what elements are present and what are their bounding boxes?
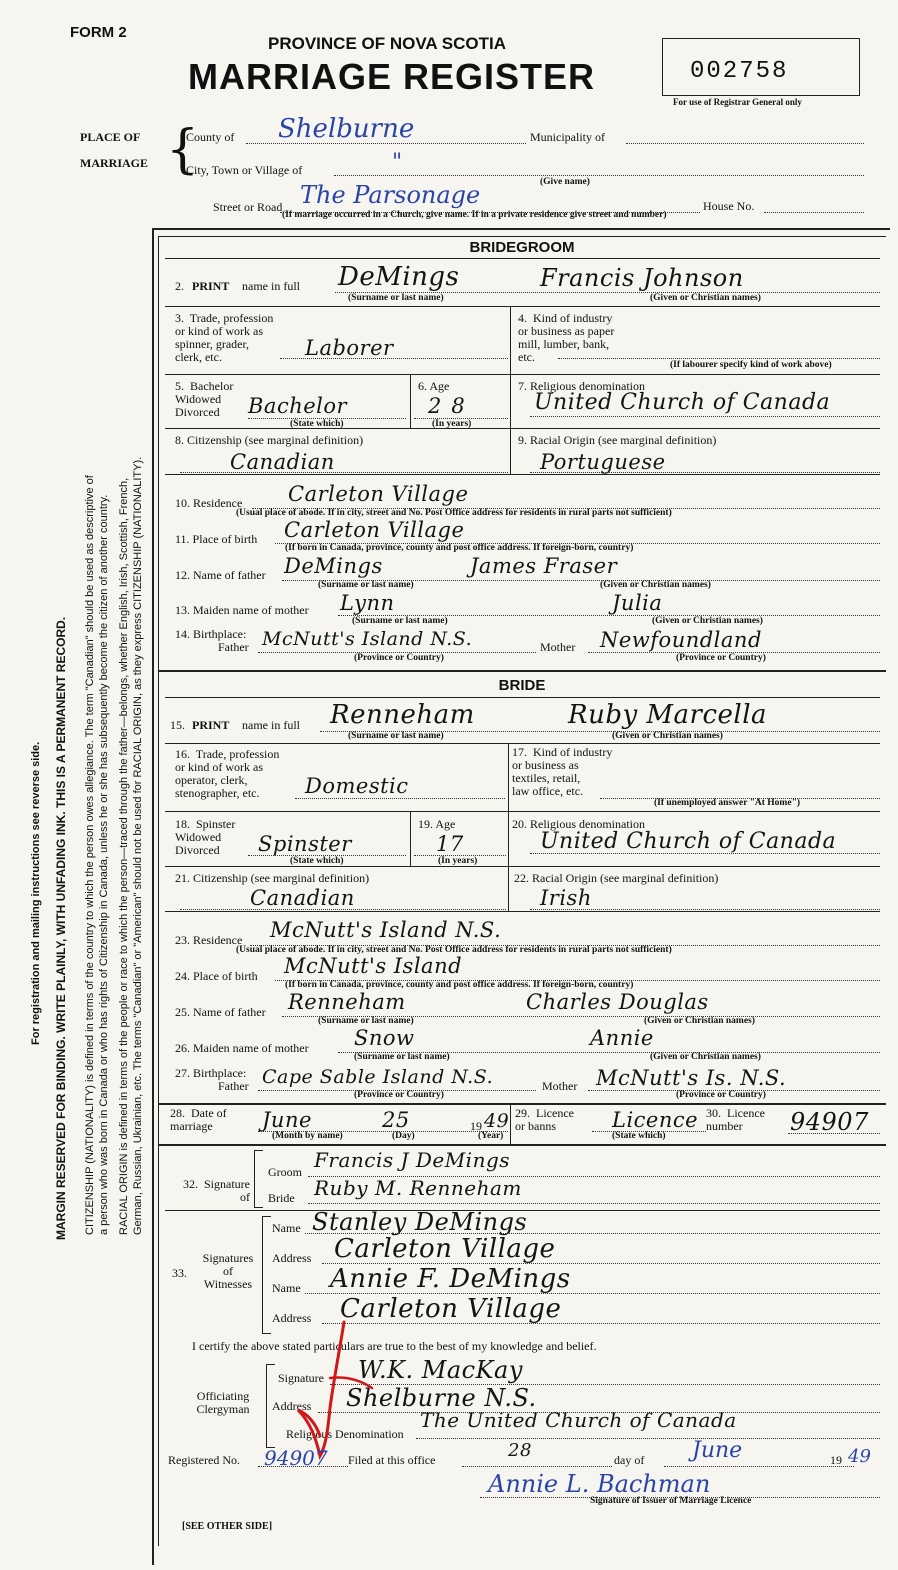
f14-mother: Mother — [540, 640, 576, 654]
f10-label: 10. Residence — [175, 496, 243, 510]
f24-label: 24. Place of birth — [175, 969, 258, 983]
f11-label: 11. Place of birth — [175, 532, 258, 546]
f4-note: (If labourer specify kind of work above) — [670, 360, 832, 370]
groom-age: 28 — [428, 394, 475, 418]
bride-f26-note2: (Given or Christian names) — [650, 1052, 761, 1062]
bride-prov-note-2: (Province or Country) — [676, 1090, 766, 1100]
issuer-signature[interactable]: Annie L. Bachman — [488, 1470, 711, 1498]
groom-father-given: James Fraser — [470, 554, 618, 578]
red-checkmark — [290, 1318, 380, 1460]
bride-age: 17 — [436, 832, 464, 856]
f15-print: PRINT — [192, 718, 230, 732]
day-of-label: day of — [614, 1453, 645, 1467]
f25-label: 25. Name of father — [175, 1005, 266, 1019]
bride-status: Spinster — [258, 832, 352, 856]
f3-label: 3. Trade, profession or kind of work as spinner, grader, clerk, etc. — [175, 311, 274, 364]
groom-religion: United Church of Canada — [534, 390, 831, 415]
f8-label: 8. Citizenship (see marginal definition) — [175, 433, 364, 447]
form-number: FORM 2 — [70, 24, 127, 41]
f14-label: 14. Birthplace: — [175, 627, 247, 641]
street-value: The Parsonage — [300, 181, 481, 209]
bride-birth-note: (If born in Canada, province, county and post office address. If foreign-born, country) — [285, 980, 634, 990]
clergy-label: Officiating Clergyman — [196, 1389, 250, 1416]
f5-label: 5. Bachelor Widowed Divorced — [175, 379, 234, 419]
f2-num: 2. — [175, 279, 184, 293]
side-text-line-2: MARGIN RESERVED FOR BINDING. WRITE PLAINLY, WITH UNFADING INK. THIS IS A PERMANENT RECORD. — [54, 616, 68, 1240]
municipality-label: Municipality of — [530, 130, 605, 144]
marriage-day: 25 — [382, 1108, 410, 1132]
f27-label: 27. Birthplace: — [175, 1066, 247, 1080]
county-value: Shelburne — [278, 114, 415, 144]
side-text-line-5: RACIAL ORIGIN is defined in terms of the people or race to which the person—traced through the father—belongs, whether English, Irish, Scottish, French, — [118, 477, 130, 1235]
bride-citizenship: Canadian — [250, 886, 355, 910]
groom-surname: DeMings — [338, 262, 460, 292]
city-label: City, Town or Village of — [186, 163, 303, 177]
f30-label: 30. Licence number — [706, 1106, 765, 1133]
year-note: (Year) — [478, 1131, 504, 1141]
f20-label: 20. Religious denomination — [512, 817, 645, 831]
clergy-address-label: Address — [272, 1399, 312, 1413]
bride-prov-note-1: (Province or Country) — [354, 1090, 444, 1100]
form-title: MARRIAGE REGISTER — [188, 56, 596, 97]
state-note: (State which) — [612, 1131, 666, 1141]
groom-mother-given: Julia — [612, 591, 663, 615]
w2-address-label: Address — [272, 1311, 312, 1325]
month-note: (Month by name) — [272, 1131, 343, 1141]
groom-mother-birth: Newfoundland — [600, 628, 762, 652]
witness1-address[interactable]: Carleton Village — [334, 1234, 556, 1264]
bride-surname: Renneham — [330, 700, 475, 730]
f2-print: PRINT — [192, 279, 230, 293]
witness1-name[interactable]: Stanley DeMings — [312, 1208, 528, 1236]
groom-f12-note1: (Surname or last name) — [318, 580, 414, 590]
groom-racial: Portuguese — [540, 450, 666, 474]
licence-number: 94907 — [790, 1108, 869, 1136]
give-name-note: (Give name) — [540, 177, 590, 187]
bride-f25-note2: (Given or Christian names) — [644, 1016, 755, 1026]
marriage-month: June — [262, 1108, 312, 1132]
f32-label: 32. Signature of — [183, 1177, 250, 1204]
licence-type: Licence — [612, 1108, 699, 1132]
bride-birthplace: McNutt's Island — [284, 954, 463, 978]
sig-brace — [254, 1150, 263, 1208]
f26-label: 26. Maiden name of mother — [175, 1041, 309, 1055]
bride-f26-note1: (Surname or last name) — [354, 1052, 450, 1062]
f19-label: 19. Age — [418, 817, 456, 831]
side-text-line-1: For registration and mailing instructions see reverse side. — [30, 741, 42, 1045]
groom-surname-note: (Surname or last name) — [348, 293, 444, 303]
f27-father: Father — [218, 1079, 249, 1093]
clergy-denom-label: Religious Denomination — [286, 1427, 404, 1441]
see-other-side: [SEE OTHER SIDE] — [182, 1521, 273, 1532]
f21-label: 21. Citizenship (see marginal definition) — [175, 871, 370, 885]
bride-racial: Irish — [540, 886, 592, 910]
registered-number: 94907 — [264, 1446, 328, 1470]
f17-note: (If unemployed answer "At Home") — [654, 798, 801, 808]
groom-father-birth: McNutt's Island N.S. — [262, 628, 473, 650]
witness-brace — [262, 1216, 271, 1334]
registered-label: Registered No. — [168, 1453, 240, 1467]
groom-birthplace: Carleton Village — [284, 518, 465, 542]
place-label-2: MARRIAGE — [80, 156, 148, 170]
groom-f13-note2: (Given or Christian names) — [652, 616, 763, 626]
bride-residence: McNutt's Island N.S. — [270, 918, 502, 942]
issuer-label: Signature of Issuer of Marriage Licence — [590, 1496, 752, 1506]
groom-mother-surname: Lynn — [340, 591, 395, 615]
f9-label: 9. Racial Origin (see marginal definition) — [518, 433, 717, 447]
groom-father-surname: DeMings — [284, 554, 383, 578]
w1-address-label: Address — [272, 1251, 312, 1265]
side-text-line-4: a person who was born in Canada or who has rights of Citizenship in Canada, unless he or she has subsequently become the citizen of another country. — [98, 494, 110, 1235]
groom-trade: Laborer — [305, 336, 394, 360]
groom-given-note: (Given or Christian names) — [650, 293, 761, 303]
place-brace: { — [166, 120, 200, 180]
house-label: House No. — [703, 199, 755, 213]
city-value: " — [392, 150, 403, 175]
witness2-name[interactable]: Annie F. DeMings — [330, 1264, 571, 1294]
bride-status-note: (State which) — [290, 856, 344, 866]
f16-label: 16. Trade, profession or kind of work as operator, clerk, stenographer, etc. — [175, 747, 280, 800]
w1-name-label: Name — [272, 1221, 301, 1235]
clergy-sig-label: Signature — [278, 1371, 324, 1385]
clergy-address[interactable]: Shelburne N.S. — [346, 1384, 537, 1412]
registrar-note: For use of Registrar General only — [673, 97, 802, 107]
bride-father-surname: Renneham — [288, 990, 406, 1014]
f28-label: 28. Date of marriage — [170, 1106, 227, 1133]
groom-res-note: (Usual place of abode. If in city, street and No. Post Office address for residents in rural parts not sufficient) — [236, 508, 672, 518]
groom-age-note: (In years) — [432, 419, 472, 429]
groom-status: Bachelor — [248, 394, 348, 418]
filed-year-prefix: 19 — [830, 1453, 842, 1467]
f4-label: 4. Kind of industry or business as paper mill, lumber, bank, etc. — [518, 311, 615, 364]
bride-given: Ruby Marcella — [568, 700, 768, 730]
groom-heading: BRIDEGROOM — [469, 239, 575, 256]
bride-father-birth: Cape Sable Island N.S. — [262, 1066, 494, 1088]
bride-signature[interactable]: Ruby M. Renneham — [314, 1176, 522, 1200]
f22-label: 22. Racial Origin (see marginal definition) — [514, 871, 719, 885]
certify-text: I certify the above stated particulars are true to the best of my knowledge and belief. — [192, 1339, 597, 1353]
f29-label: 29. Licence or banns — [515, 1106, 574, 1133]
f18-label: 18. Spinster Widowed Divorced — [175, 817, 236, 857]
groom-residence: Carleton Village — [288, 482, 469, 506]
bride-given-note: (Given or Christian names) — [612, 731, 723, 741]
groom-given: Francis Johnson — [540, 264, 744, 292]
bride-surname-note: (Surname or last name) — [348, 731, 444, 741]
county-label: County of — [186, 130, 235, 144]
groom-f12-note2: (Given or Christian names) — [600, 580, 711, 590]
f23-label: 23. Residence — [175, 933, 243, 947]
filed-label: Filed at this office — [348, 1453, 436, 1467]
groom-signature[interactable]: Francis J DeMings — [314, 1148, 511, 1172]
groom-sig-label: Groom — [268, 1165, 302, 1179]
bride-mother-given: Annie — [590, 1026, 654, 1050]
side-text-line-6: German, Russian, Ukrainian, etc. The terms "Canadian" or "American" should not be used for RACIAL ORIGIN, as they express CITIZENSHIP (NATIONALITY). — [132, 456, 144, 1235]
bride-age-note: (In years) — [438, 856, 478, 866]
groom-status-note: (State which) — [290, 419, 344, 429]
f15-label: name in full — [242, 718, 300, 732]
f17-label: 17. Kind of industry or business as textiles, retail, law office, etc. — [512, 745, 613, 798]
day-note: (Day) — [392, 1131, 415, 1141]
groom-prov-note-1: (Province or Country) — [354, 653, 444, 663]
clergy-signature[interactable]: W.K. MacKay — [358, 1356, 523, 1384]
filed-day: 28 — [508, 1440, 532, 1461]
groom-birth-note: (If born in Canada, province, county and post office address. If foreign-born, country) — [285, 543, 634, 553]
filed-year: 49 — [848, 1446, 871, 1467]
f7-label: 7. Religious denomination — [518, 379, 645, 393]
registrar-number: 002758 — [690, 58, 789, 85]
place-label-1: PLACE OF — [80, 130, 141, 144]
groom-prov-note-2: (Province or Country) — [676, 653, 766, 663]
f33-num: 33. — [172, 1266, 187, 1280]
bride-mother-birth: McNutt's Is. N.S. — [596, 1066, 787, 1090]
province-heading: PROVINCE OF NOVA SCOTIA — [268, 34, 507, 53]
f14-father: Father — [218, 640, 249, 654]
f12-label: 12. Name of father — [175, 568, 266, 582]
side-text-line-3: CITIZENSHIP (NATIONALITY) is defined in terms of the country to which the person owes allegiance. The term "Canadian" should be used as descriptive of — [84, 475, 96, 1235]
f15-num: 15. — [170, 718, 185, 732]
clergy-denomination[interactable]: The United Church of Canada — [420, 1408, 737, 1432]
w2-name-label: Name — [272, 1281, 301, 1295]
street-label: Street or Road — [213, 200, 283, 214]
bride-res-note: (Usual place of abode. If in city, street and No. Post Office address for residents in rural parts not sufficient) — [236, 945, 672, 955]
street-note: (If marriage occurred in a Church, give name. If in a private residence give street and number) — [282, 210, 667, 220]
bride-f25-note1: (Surname or last name) — [318, 1016, 414, 1026]
bride-sig-label: Bride — [268, 1191, 295, 1205]
bride-mother-surname: Snow — [354, 1026, 415, 1050]
f13-label: 13. Maiden name of mother — [175, 603, 309, 617]
bride-trade: Domestic — [305, 774, 409, 798]
f27-mother: Mother — [542, 1079, 578, 1093]
bride-heading: BRIDE — [498, 677, 546, 694]
marriage-year: 49 — [484, 1110, 510, 1132]
marriage-year-prefix: 19 — [470, 1119, 482, 1133]
bride-religion: United Church of Canada — [540, 829, 837, 854]
f2-label: name in full — [242, 279, 300, 293]
witness2-address[interactable]: Carleton Village — [340, 1294, 562, 1324]
witness-label: Signatures of Witnesses — [202, 1251, 254, 1291]
groom-citizenship: Canadian — [230, 450, 335, 474]
filed-month: June — [692, 1438, 743, 1463]
groom-f13-note1: (Surname or last name) — [352, 616, 448, 626]
bride-father-given: Charles Douglas — [526, 990, 709, 1014]
f6-label: 6. Age — [418, 379, 450, 393]
